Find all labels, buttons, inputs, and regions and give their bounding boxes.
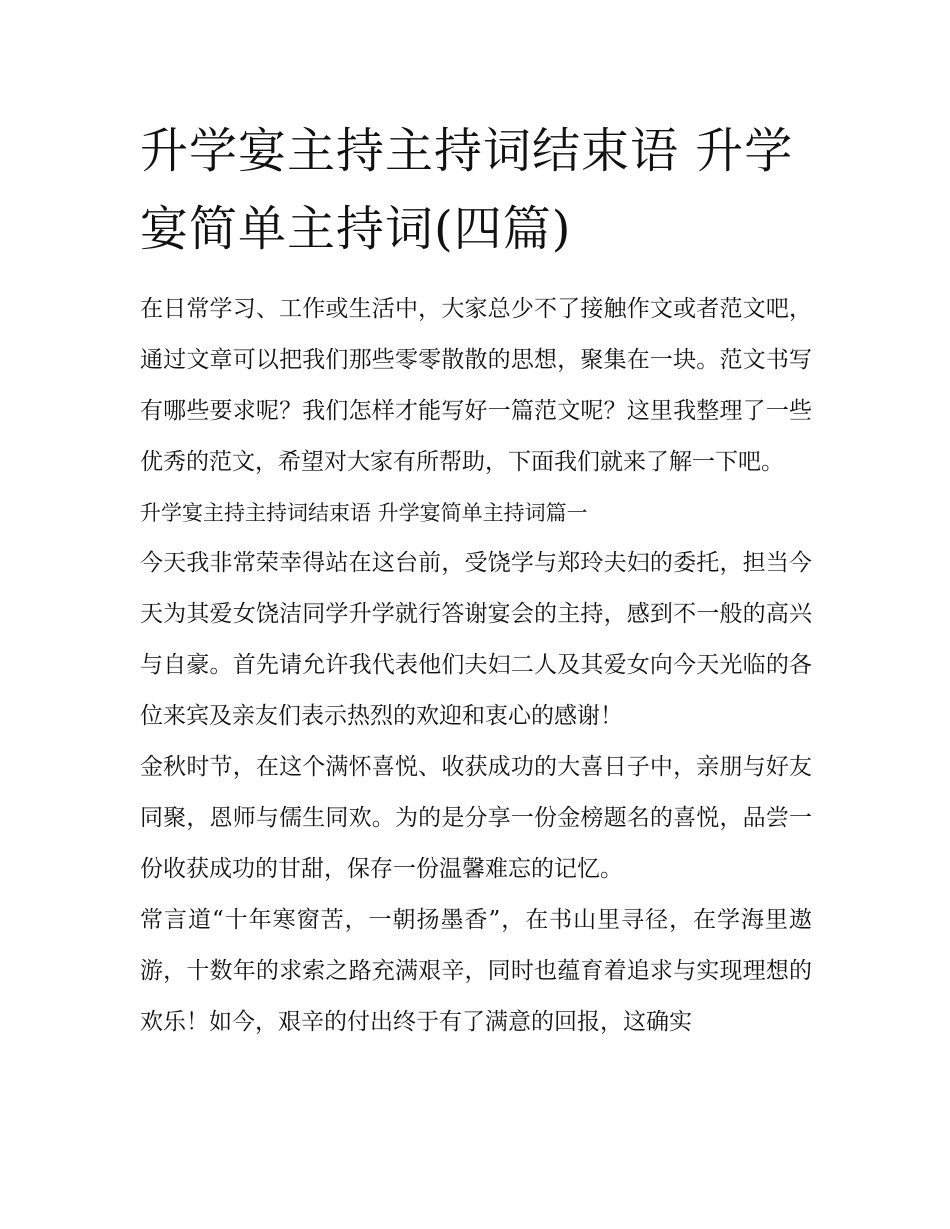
document-title: 升学宴主持主持词结束语 升学宴简单主持词(四篇)	[140, 123, 794, 257]
section-heading: 升学宴主持主持词结束语 升学宴简单主持词篇一	[140, 501, 588, 525]
body-paragraph-2: 金秋时节，在这个满怀喜悦、收获成功的大喜日子中，亲朋与好友同聚，恩师与儒生同欢。为的是分享一份金榜题名的喜悦，品尝一份收获成功的甘甜，保存一份温馨难忘的记忆。	[140, 754, 812, 882]
intro-paragraph: 在日常学习、工作或生活中，大家总少不了接触作文或者范文吧，通过文章可以把我们那些零零散散的思想，聚集在一块。范文书写有哪些要求呢？我们怎样才能写好一篇范文呢？这里我整理了一些优秀的范文，希望对大家有所帮助，下面我们就来了解一下吧。	[140, 296, 812, 475]
body-paragraph-1: 今天我非常荣幸得站在这台前，受饶学与郑玲夫妇的委托，担当今天为其爱女饶洁同学升学就行答谢宴会的主持，感到不一般的高兴与自豪。首先请允许我代表他们夫妇二人及其爱女向今天光临的各位来宾及亲友们表示热烈的欢迎和衷心的感谢！	[140, 550, 812, 729]
body-paragraph-3: 常言道“十年寒窗苦，一朝扬墨香”，在书山里寻径，在学海里遨游，十数年的求索之路充满艰辛，同时也蕴育着追求与实现理想的欢乐！如今，艰辛的付出终于有了满意的回报，这确实	[140, 907, 812, 1035]
document-page	[140, 112, 812, 1048]
